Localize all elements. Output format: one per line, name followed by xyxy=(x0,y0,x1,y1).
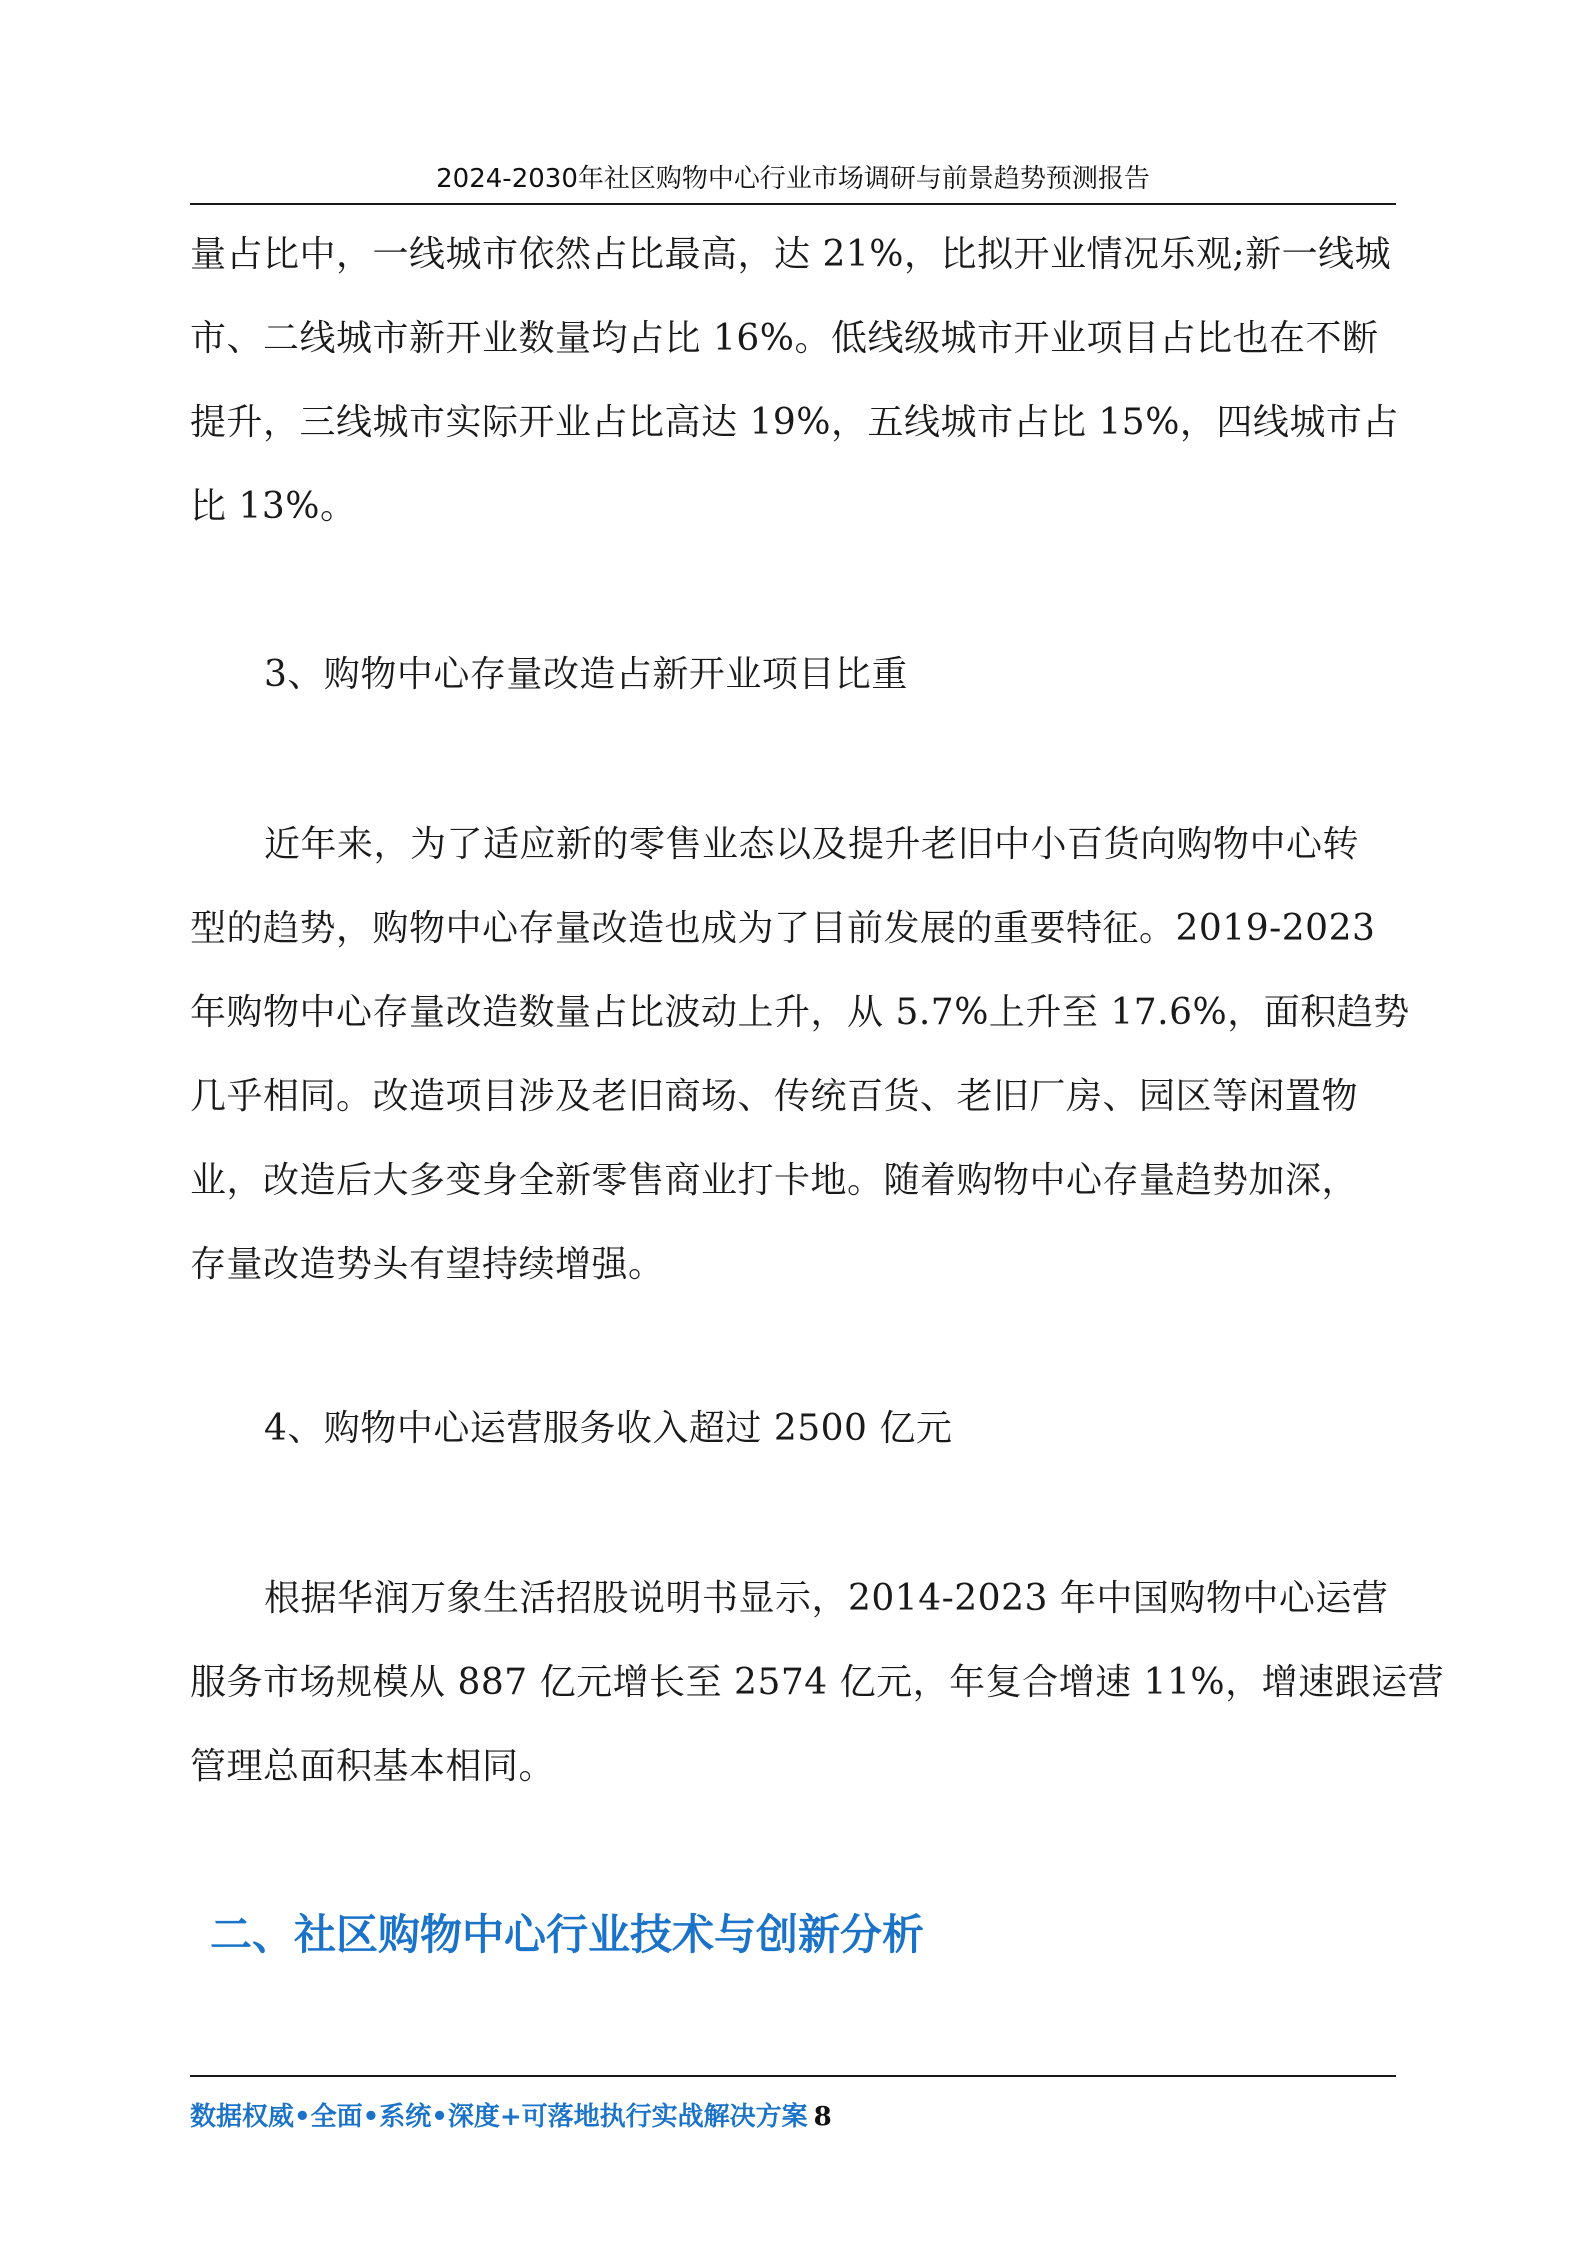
paragraph-city-share xyxy=(190,213,1400,549)
paragraph-stock-renovation xyxy=(190,803,1410,1307)
paragraph-line: 业，改造后大多变身全新零售商业打卡地。随着购物中心存量趋势加深， xyxy=(190,1160,1359,1201)
page-number: 8 xyxy=(813,2102,832,2132)
paragraph-line: 根据华润万象生活招股说明书显示，2014-2023 年中国购物中心运营 xyxy=(264,1578,1389,1619)
paragraph-line: 服务市场规模从 887 亿元增长至 2574 亿元，年复合增速 11%，增速跟运营 xyxy=(190,1662,1445,1703)
paragraph-line: 年购物中心存量改造数量占比波动上升，从 5.7%上升至 17.6%，面积趋势 xyxy=(190,992,1410,1033)
paragraph-line: 比 13%。 xyxy=(190,486,357,527)
paragraph-line: 型的趋势，购物中心存量改造也成为了目前发展的重要特征。2019-2023 xyxy=(190,908,1376,949)
subheading-stock-renovation xyxy=(190,633,1400,717)
paragraph-operation-revenue xyxy=(190,1557,1445,1809)
subheading-text: 4、购物中心运营服务收入超过 2500 亿元 xyxy=(264,1408,953,1449)
subheading-text: 3、购物中心存量改造占新开业项目比重 xyxy=(264,654,908,695)
page-footer xyxy=(190,2099,832,2135)
footer-tagline: 数据权威•全面•系统•深度+可落地执行实战解决方案 xyxy=(190,2102,808,2132)
paragraph-line: 存量改造势头有望持续增强。 xyxy=(190,1244,665,1285)
section-heading-tech-innovation: 二、社区购物中心行业技术与创新分析 xyxy=(210,1910,925,1959)
paragraph-line: 管理总面积基本相同。 xyxy=(190,1746,556,1787)
paragraph-line: 市、二线城市新开业数量均占比 16%。低线级城市开业项目占比也在不断 xyxy=(190,318,1379,359)
paragraph-line: 近年来，为了适应新的零售业态以及提升老旧中小百货向购物中心转 xyxy=(264,824,1360,865)
header-divider xyxy=(190,203,1396,205)
page-header-title: 2024-2030年社区购物中心行业市场调研与前景趋势预测报告 xyxy=(436,164,1150,194)
footer-divider xyxy=(190,2075,1396,2077)
paragraph-line: 提升，三线城市实际开业占比高达 19%，五线城市占比 15%，四线城市占 xyxy=(190,402,1399,443)
paragraph-line: 几乎相同。改造项目涉及老旧商场、传统百货、老旧厂房、园区等闲置物 xyxy=(190,1076,1359,1117)
subheading-operation-revenue xyxy=(190,1387,1400,1471)
paragraph-line: 量占比中，一线城市依然占比最高，达 21%，比拟开业情况乐观;新一线城 xyxy=(190,234,1392,275)
